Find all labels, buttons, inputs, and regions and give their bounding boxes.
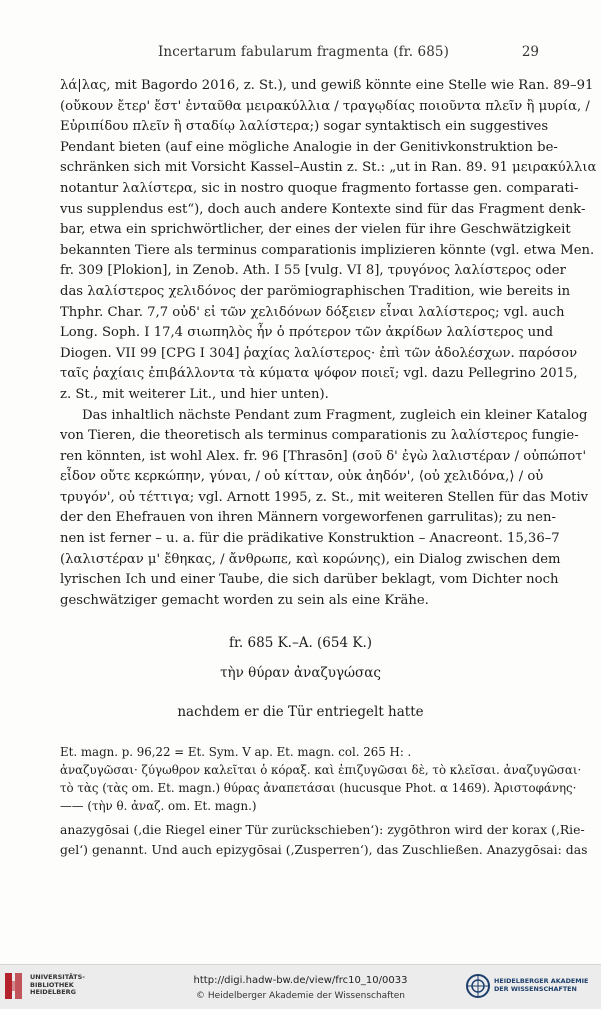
viewer-footer: [0, 964, 601, 1009]
running-head: [0, 44, 601, 62]
body-line: ren könnten, ist wohl Alex. fr. 96 [Thrasōn] (σοῦ δ' ἐγὼ λαλιστέραν / οὐπώποτ': [60, 448, 587, 464]
library-name-line: HEIDELBERG: [30, 988, 77, 996]
testimonia-apparatus: [60, 743, 582, 815]
library-name-line: UNIVERSITÄTS-: [30, 973, 85, 981]
body-line: der den Ehefrauen von ihren Männern vorgeworfenen garrulitas); zu nen-: [60, 510, 556, 526]
body-line: Thphr. Char. 7,7 οὐδ' εἰ τῶν χελιδόνων δόξειεν εἶναι λαλίστερος; vgl. auch: [60, 304, 565, 320]
fragment-greek-text: τὴν θύραν ἀναζυγώσας: [220, 665, 381, 681]
body-line: geschwätziger gemacht worden zu sein als eine Krähe.: [60, 592, 429, 608]
apparatus-line: —— (τὴν θ. ἀναζ. om. Et. magn.): [60, 799, 257, 813]
body-line: Pendant bieten (auf eine mögliche Analogie in der Genitivkonstruktion be-: [60, 139, 558, 155]
body-line: τρυγόν', οὐ τέττιγα; vgl. Arnott 1995, z. St., mit weiteren Stellen für das Motiv: [60, 489, 589, 505]
body-line: von Tieren, die theoretisch als terminus comparationis zu λαλίστερος fungie-: [60, 428, 579, 444]
body-line: ταῖς ῥαχίαις ἐπιβάλλοντα τὰ κύματα ψόφον ποιεῖ; vgl. dazu Pellegrino 2015,: [60, 366, 578, 382]
running-title: Incertarum fabularum fragmenta (fr. 685): [158, 44, 449, 60]
apparatus-line: ἀναζυγῶσαι· ζύγωθρον καλεῖται ὁ κόραξ. καὶ ἐπιζυγῶσαι δὲ, τὸ κλεῖσαι. ἀναζυγῶσαι·: [60, 763, 582, 777]
body-line: (λαλιστέραν μ' ἔθηκας, / ἄνθρωπε, καὶ κορώνης), ein Dialog zwischen dem: [60, 551, 561, 567]
page-number: 29: [521, 44, 539, 60]
body-line: notantur λαλίστερα, sic in nostro quoque fragmento fortasse gen. comparati-: [60, 180, 579, 196]
apparatus-line: Et. magn. p. 96,22 = Et. Sym. V ap. Et. magn. col. 265 H: .: [60, 745, 412, 759]
fragment-heading: fr. 685 K.–A. (654 K.): [228, 635, 373, 651]
body-line: vus supplendus est“), doch auch andere Kontexte sind für das Fragment denk-: [60, 201, 586, 217]
copyright-notice: © Heidelberger Akademie der Wissenschaften: [196, 991, 405, 1001]
body-line: Diogen. VII 99 [CPG I 304] ῥαχίας λαλίστερος· ἐπὶ τῶν ἀδολέσχων. παρόσον: [60, 345, 578, 361]
commentary: [60, 820, 588, 859]
body-line: Εὐριπίδου πλεῖν ἢ σταδίῳ λαλίστερα;) sogar syntaktisch ein suggestives: [60, 119, 549, 135]
academy-name-line: DER WISSENSCHAFTEN: [494, 985, 577, 993]
body-line: bekannten Tiere als terminus comparationis implizieren könnte (vgl. etwa Men.: [60, 242, 595, 258]
library-name-line: BIBLIOTHEK: [30, 980, 74, 989]
body-line: λά|λας, mit Bagordo 2016, z. St.), und gewiß könnte eine Stelle wie Ran. 89–91: [60, 78, 594, 93]
apparatus-line: τὸ τὰς (τὰς om. Et. magn.) θύρας ἀναπετάσαι (hucusque Phot. α 1469). Ἀριστοφάνης·: [60, 781, 577, 795]
fragment-translation: nachdem er die Tür entriegelt hatte: [177, 704, 424, 720]
commentary-line: anazygōsai (‚die Riegel einer Tür zurückschieben‘): zygōthron wird der korax (‚Rie-: [60, 822, 585, 837]
academy-logo-icon: [465, 973, 491, 999]
body-line: das λαλίστερος χελιδόνος der parömiographischen Tradition, wie bereits in: [60, 283, 571, 299]
academy-name: [494, 977, 588, 993]
permalink-url[interactable]: http://digi.hadw-bw.de/view/frc10_10/0033: [193, 975, 408, 986]
body-line: bar, etwa ein sprichwörtlicher, der eines der vielen für ihre Geschwätzigkeit: [60, 222, 571, 238]
body-line: lyrischen Ich und einer Taube, die sich darüber beklagt, vom Dichter noch: [60, 572, 559, 588]
body-text: [60, 76, 597, 611]
body-line: Long. Soph. I 17,4 σιωπηλὸς ἦν ὁ πρότερον τῶν ἀκρίδων λαλίστερος und: [60, 325, 554, 341]
body-line: schränken sich mit Vorsicht Kassel–Austin z. St.: „ut in Ran. 89. 91 μειρακύλλια: [60, 160, 597, 176]
body-line: z. St., mit weiterer Lit., und hier unten).: [60, 386, 329, 402]
commentary-line: gel‘) genannt. Und auch epizygōsai (‚Zusperren‘), das Zuschließen. Anazygōsai: das: [60, 841, 588, 857]
body-line: fr. 309 [Plokion], in Zenob. Ath. I 55 [vulg. VI 8], τρυγόνος λαλίστερος oder: [60, 263, 566, 279]
body-line: nen ist ferner – u. a. für die prädikative Konstruktion – Anacreont. 15,36–7: [60, 531, 560, 547]
academy-name-line: HEIDELBERGER AKADEMIE: [494, 977, 589, 985]
body-line: Das inhaltlich nächste Pendant zum Fragment, zugleich ein kleiner Katalog: [82, 407, 588, 423]
body-line: (οὔκουν ἔτερ' ἔστ' ἐνταῦθα μειρακύλλια / τραγῳδίας ποιοῦντα πλεῖν ἢ μυρία, /: [60, 98, 590, 114]
body-line: εἶδον οὔτε κερκώπην, γύναι, / οὐ κίτταν, οὐκ ἀηδόν', ⟨οὐ χελιδόνα,⟩ / οὐ: [60, 469, 544, 485]
